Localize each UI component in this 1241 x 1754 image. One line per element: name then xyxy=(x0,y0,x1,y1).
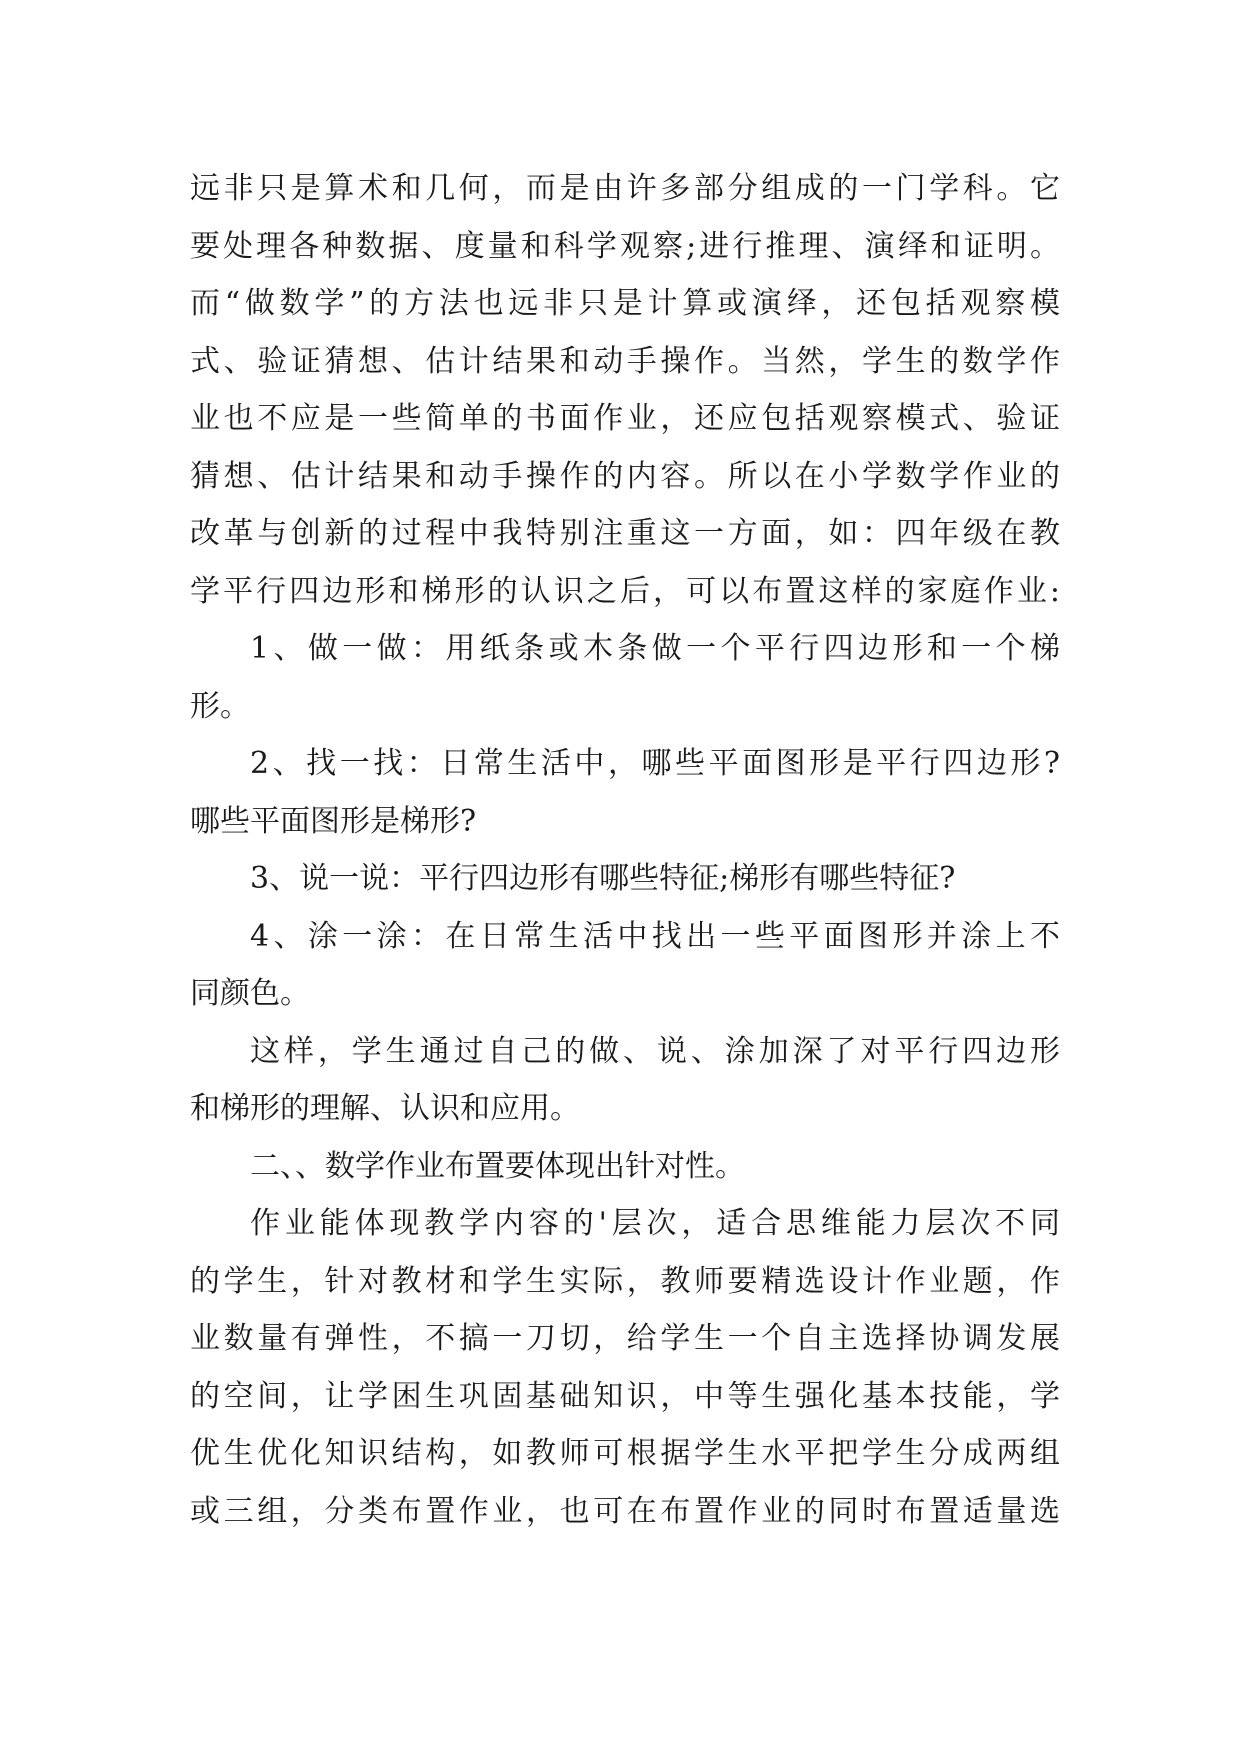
text-line: 学平行四边形和梯形的认识之后，可以布置这样的家庭作业: xyxy=(190,573,1060,609)
text-line: 式、验证猜想、估计结果和动手操作。当然，学生的数学作 xyxy=(190,343,1060,379)
text-line: 哪些平面图形是梯形? xyxy=(190,803,477,839)
list-item-line: 3、说一说：平行四边形有哪些特征;梯形有哪些特征? xyxy=(250,861,956,896)
list-item-line: 1、做一做：用纸条或木条做一个平行四边形和一个梯 xyxy=(250,631,1060,666)
paragraph-first-line: 作业能体现教学内容的'层次，适合思维能力层次不同 xyxy=(250,1206,1060,1241)
text-line: 的空间，让学困生巩固基础知识，中等生强化基本技能，学 xyxy=(190,1378,1060,1414)
list-item-line: 2、找一找：日常生活中，哪些平面图形是平行四边形? xyxy=(250,746,1060,781)
section-heading: 二、、数学作业布置要体现出针对性。 xyxy=(250,1148,745,1184)
text-line: 形。 xyxy=(190,688,250,724)
paragraph-first-line: 这样，学生通过自己的做、说、涂加深了对平行四边形 xyxy=(250,1033,1060,1069)
text-line: 而“做数学”的方法也远非只是计算或演绎，还包括观察模 xyxy=(190,286,1060,321)
text-line: 要处理各种数据、度量和科学观察;进行推理、演绎和证明。 xyxy=(190,228,1060,264)
text-line: 业也不应是一些简单的书面作业，还应包括观察模式、验证 xyxy=(190,401,1060,436)
text-line: 猜想、估计结果和动手操作的内容。所以在小学数学作业的 xyxy=(190,458,1060,494)
text-line: 的学生，针对教材和学生实际，教师要精选设计作业题，作 xyxy=(190,1263,1060,1299)
body-text xyxy=(190,160,1060,1540)
list-item-line: 4、涂一涂：在日常生活中找出一些平面图形并涂上不 xyxy=(250,918,1060,954)
text-line: 改革与创新的过程中我特别注重这一方面，如：四年级在教 xyxy=(190,516,1060,551)
text-line: 业数量有弹性，不搞一刀切，给学生一个自主选择协调发展 xyxy=(190,1321,1060,1356)
text-line: 和梯形的理解、认识和应用。 xyxy=(190,1091,580,1126)
text-line: 同颜色。 xyxy=(190,976,310,1011)
text-line: 远非只是算术和几何，而是由许多部分组成的一门学科。它 xyxy=(190,171,1060,206)
text-line: 或三组，分类布置作业，也可在布置作业的同时布置适量选 xyxy=(190,1493,1060,1529)
text-line: 优生优化知识结构，如教师可根据学生水平把学生分成两组 xyxy=(190,1436,1060,1471)
